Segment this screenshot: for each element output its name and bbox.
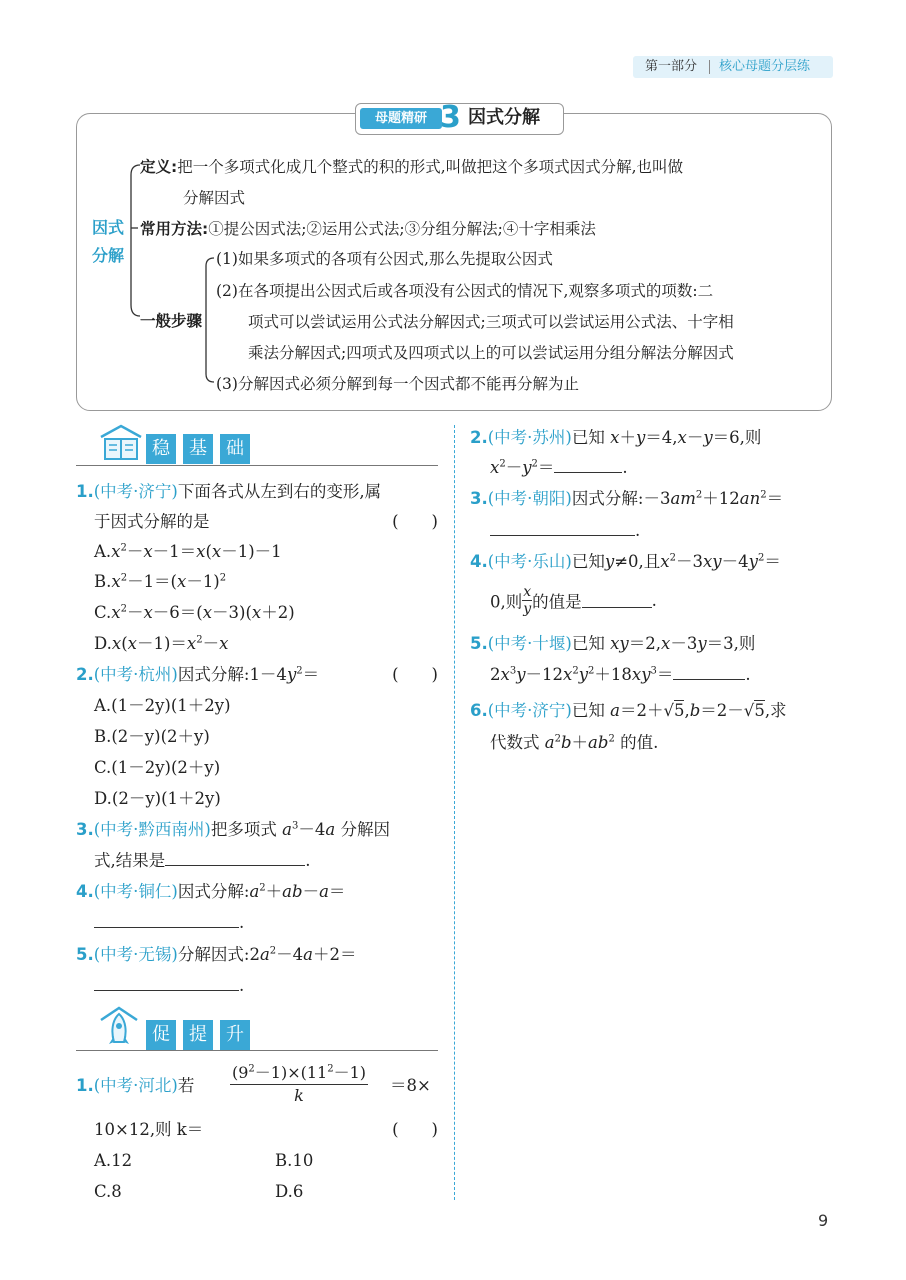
left-q2-option-a[interactable]: A.(1－2y)(1＋2y) [94,696,231,715]
root-line1: 因式 [92,218,125,237]
left-q4-line2: . [94,907,244,938]
left-q5: 5.(中考·无锡)分解因式$:2a^2-4a+2=$ [76,945,357,964]
def-label: 定义: [140,158,178,176]
section-advance-char2: 提 [183,1020,213,1050]
right-q3-line2: . [490,515,640,546]
answer-blank[interactable] [490,521,635,536]
section-basic-char3: 础 [220,434,250,464]
left-q2-option-b[interactable]: B.(2－y)(2＋y) [94,727,210,746]
section-basic-char1: 稳 [146,434,176,464]
root-line2: 分解 [92,246,125,265]
left-q1: 1.(中考·济宁)下面各式从左到右的变形,属 [76,482,382,501]
right-q6-line2: 代数式 $a^2b+ab^2$ 的值. [490,733,659,752]
step2-line3: 乘法分解因式;四项式及四项式以上的可以尝试运用分组分解法分解因式 [248,344,734,362]
right-q2: 2.(中考·苏州)已知 x＋y＝4,x－y＝6,则 [470,428,762,447]
left-q4: 4.(中考·铜仁)因式分解$:a^2+ab-a=$ [76,882,346,901]
column-divider [454,425,455,1200]
left-p1-fraction: $(9^2-1)\times(11^2-1)$ k [232,1063,367,1105]
left-p1-line2: 10×12,则 k＝ ( ) [94,1114,438,1145]
left-p1-option-b[interactable]: B.10 [275,1151,314,1170]
answer-blank[interactable] [94,913,239,928]
left-q2: 2.(中考·杭州)因式分解$:1-4y^2=$ ( ) [76,659,438,690]
answer-blank[interactable] [582,593,652,608]
left-q1-option-c[interactable]: $C.x^2-x-6=(x-3)(x+2)$ [94,603,295,622]
right-q2-line2: $x^2-y^2=$ . [490,458,628,477]
badge-number: 3 [440,100,461,135]
step2-line2: 项式可以尝试运用公式法分解因式;三项式可以尝试运用公式法、十字相 [248,313,734,331]
left-q1-line2: 于因式分解的是 ( ) [94,506,438,537]
summary-root-label [92,214,124,270]
right-q4: 4.(中考·乐山)已知y≠0,且$x^2-3xy-4y^2=$ [470,552,781,571]
section-advance-char3: 升 [220,1020,250,1050]
left-p1-option-a[interactable]: A.12 [94,1151,133,1170]
left-q3-line2: 式,结果是 . [94,851,311,870]
right-q3: 3.(中考·朝阳)因式分解$:-3am^2+12an^2=$ [470,489,784,508]
steps-label: 一般步骤 [140,312,203,330]
summary-definition-cont: 分解因式 [183,189,246,207]
summary-methods [140,214,596,245]
book-icon [98,423,144,463]
answer-blank[interactable] [94,976,239,991]
section-basic-rule [76,465,438,466]
answer-blank[interactable] [673,665,745,680]
left-p1-option-c[interactable]: C.8 [94,1182,122,1201]
left-q2-option-c[interactable]: C.(1－2y)(2＋y) [94,758,221,777]
section-advance-rule [76,1050,438,1051]
summary-title: 因式分解 [468,107,540,128]
left-q1-option-b[interactable]: $B.x^2-1=(x-1)^2$ [94,572,227,591]
right-q6: 6.(中考·济宁)已知 a＝2＋√5,b＝2－√5,求 [470,701,787,720]
left-q2-option-d[interactable]: D.(2－y)(1＋2y) [94,789,221,808]
step3: (3)分解因式必须分解到每一个因式都不能再分解为止 [216,375,579,393]
section-advance-header [76,1004,438,1052]
summary-definition [140,152,683,183]
methods-label: 常用方法: [140,220,209,238]
step2-line1: (2)在各项提出公因式后或各项没有公因式的情况下,观察多项式的项数:二 [216,282,714,300]
rocket-icon [96,1004,142,1050]
header-section: 核心母题分层练 [719,59,811,74]
page-number: 9 [818,1211,829,1230]
methods-text: ①提公因式法;②运用公式法;③分组分解法;④十字相乘法 [208,220,596,238]
section-basic-header [76,420,438,466]
answer-paren[interactable]: ( ) [392,665,438,684]
left-p1-option-d[interactable]: D.6 [275,1182,304,1201]
right-q4-line2: 0,则 $\frac{x}{y}$ 的值是 . [490,584,657,617]
section-basic-char2: 基 [183,434,213,464]
right-q5-line2: $2x^3y-12x^2y^2+18xy^3=$ . [490,665,751,684]
answer-paren[interactable]: ( ) [392,1120,438,1139]
section-advance-char1: 促 [146,1020,176,1050]
left-p1: 1.(中考·河北)若 [76,1076,195,1095]
left-q3: 3.(中考·黔西南州)把多项式 $a^3-4a$ 分解因 [76,820,390,839]
left-q5-line2: . [94,970,244,1001]
right-q5: 5.(中考·十堰)已知 xy＝2,x－3y＝3,则 [470,634,756,653]
left-q1-option-d[interactable]: $D.x(x-1)=x^2-x$ [94,634,229,653]
header-part: 第一部分 [645,59,698,74]
left-p1-rhs: ＝8× [390,1076,431,1095]
step1: (1)如果多项式的各项有公因式,那么先提取公因式 [216,250,553,268]
answer-blank[interactable] [554,458,622,473]
badge-label: 母题精研 [360,108,442,129]
left-q1-option-a[interactable]: $A.x^2-x-1=x(x-1)-1$ [94,542,282,561]
answer-blank[interactable] [165,851,305,866]
def-text1: 把一个多项式化成几个整式的积的形式,叫做把这个多项式因式分解,也叫做 [177,158,684,176]
answer-paren[interactable]: ( ) [392,512,438,531]
